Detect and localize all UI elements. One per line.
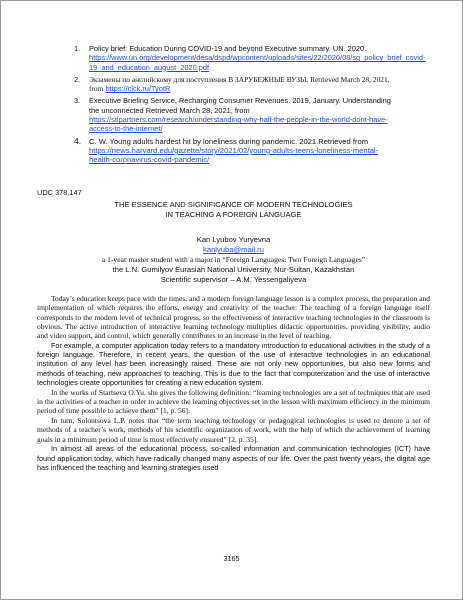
body-paragraph: In the works of Startseva O.Yu. she gives the following definition: “learning technologies are a set of techniques that are used in the activities of a teacher in order to achieve the learning objectives set in the lesson with maximum efficiency in the minimum period of time possible to achieve them” [1, p. 56]. <box>37 387 430 416</box>
reference-item <box>74 44 426 72</box>
reference-link[interactable]: https://www.un.org/development/desa/dspd/wpcontent/uploads/sites/22/2020/08/sg_policy_brief_covid-19_and_education_august_2020.pdf <box>89 53 426 72</box>
reference-link[interactable]: https://stlpartners.com/research/understanding-why-half-the-people-in-the-world-dont-have-access-to-the-internet/ <box>89 115 388 134</box>
reference-item <box>74 96 399 133</box>
reference-text: Executive Briefing Service, Recharging Consumer Revenues. 2019, January. Understanding the unconnected Retrieved March 28, 2021, from <box>89 96 391 115</box>
title-line: THE ESSENCE AND SIGNIFICANCE OF MODERN TECHNOLOGIES <box>114 200 353 209</box>
udc-code: UDC 378.147 <box>37 188 82 197</box>
article-body <box>37 294 430 473</box>
reference-list <box>74 44 426 168</box>
reference-text: C. W. Young adults hardest hit by loneliness during pandemic. 2021.Retrieved from <box>89 136 369 146</box>
author-supervisor: Scientific supervisor – A.M. Yessengaliyeva <box>160 275 307 284</box>
reference-text: Экзамены по английскому для поступления В ЗАРУБЕЖНЫЕ ВУЗЫ. Retrieved March 28, 2021, from <box>89 74 390 94</box>
body-paragraph: For example, a computer application today refers to a mandatory introduction to educational activities in the study of a foreign language. Therefore, in recent years, the question of the use of interactive technologies in an educational institution of any level has been increasingly raised. These are not only new opportunities, but also new forms and methods of teaching, new approaches to teaching. This is due to the fact that computerization and the use of interactive technologies create opportunities for creating a new education system. <box>37 340 430 387</box>
author-affiliation: a 1-year master student with a major in “Foreign Languages: Two Foreign Languages” <box>101 255 366 264</box>
reference-number: 4. <box>74 135 82 146</box>
author-block <box>37 235 430 285</box>
author-email-link[interactable]: kanlyuba@mail.ru <box>203 245 264 254</box>
reference-text: Policy brief: Education During COVID-19 and beyond Executive summary. UN. 2020. <box>89 44 367 53</box>
body-paragraph: In almost all areas of the educational process, so-called information and communication technologies (ICT) have found application today, which have radically changed many aspects of our life. Over the past twenty years, the digital age has influenced the teaching and learning strategies used <box>37 444 430 472</box>
article-title <box>37 200 430 220</box>
page-number: 3165 <box>223 554 240 563</box>
reference-item <box>74 137 399 165</box>
reference-link[interactable]: https://news.harvard.edu/gazette/story/2021/02/young-adults-teens-loneliness-mental-health-coronavirus-covid-pandemic/ <box>89 145 379 165</box>
reference-number: 3. <box>74 96 81 106</box>
author-name: Kan Lyubov Yuryevna <box>196 235 271 244</box>
reference-number: 2. <box>74 74 81 84</box>
title-line: IN TEACHING A FOREIGN LANGUAGE <box>165 210 302 219</box>
reference-link[interactable]: https://clck.ru/TyotR <box>105 84 171 94</box>
reference-item <box>74 75 399 94</box>
body-paragraph: In turn, Solontsova L.P. notes that “the term teaching technology or pedagogical technologies is used to denote a set of methods of a teacher’s work, methods of his scientific organization of work, with the help of which the achievement of learning goals in a minimum period of time is most effectively ensured” [2, p. 35]. <box>37 416 430 444</box>
body-paragraph: Today’s education keeps pace with the times, and a modern foreign language lesson is a complex process, the preparation and implementation of which requires the efforts, energy and creativity of the teacher. The teaching of a foreign language itself corresponds to the modern level of technical progress, so the effectiveness of interactive teaching technologies in the classroom is obvious. The active introduction of interactive learning technology multiplies didactic opportunities, providing visibility, audio and video support, and control, which generally contributes to an increase in the level of teaching. <box>37 294 430 340</box>
author-university: the L.N. Gumilyov Eurasian National University, Nur-Sultan, Kazakhstan <box>112 265 355 274</box>
reference-number: 1. <box>74 44 81 53</box>
